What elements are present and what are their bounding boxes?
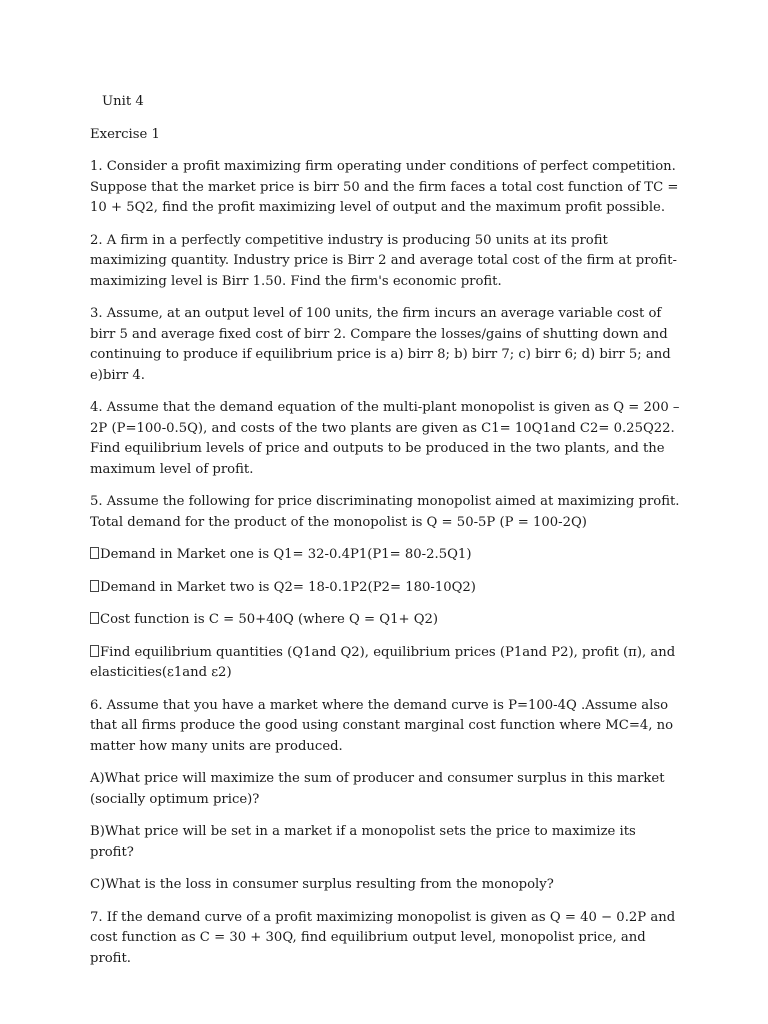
question-2: 2. A firm in a perfectly competitive industry is producing 50 units at its profit maximizing quantity. Industry price is Birr 2 and average total cost of the firm at profit-maximizing level is Birr 1.50. Find the firm's economic profit.: [90, 232, 677, 289]
question-6-part-c: C)What is the loss in consumer surplus resulting from the monopoly?: [90, 877, 554, 892]
question-5-bullet-4: [90, 643, 680, 684]
question-5: 5. Assume the following for price discriminating monopolist aimed at maximizing profit. Total demand for the product of the monopolist is Q = 50-5P (P = 100-2Q): [90, 494, 680, 530]
missing-glyph-bullet-icon: [90, 547, 99, 559]
bullet-text: Demand in Market two is Q2= 18-0.1P2(P2= 180-10Q2): [100, 579, 476, 595]
document-page: [90, 92, 680, 981]
question-6-part-b: B)What price will be set in a market if a monopolist sets the price to maximize its profit?: [90, 824, 636, 860]
bullet-text: Find equilibrium quantities (Q1and Q2), equilibrium prices (P1and P2), profit (π), and elasticities(ε1and ε2): [90, 644, 676, 680]
missing-glyph-bullet-icon: [90, 645, 99, 657]
missing-glyph-bullet-icon: [90, 580, 99, 592]
question-5-bullet-1: [90, 545, 680, 566]
question-5-bullet-3: [90, 610, 680, 631]
exercise-title: Exercise 1: [90, 126, 160, 142]
question-1: 1. Consider a profit maximizing firm operating under conditions of perfect competition. Suppose that the market price is birr 50 and the firm faces a total cost function of TC = 10 + 5Q2, find the profit maximizing level of output and the maximum profit possible.: [90, 159, 679, 215]
missing-glyph-bullet-icon: [90, 612, 99, 624]
bullet-text: Cost function is C = 50+40Q (where Q = Q1+ Q2): [100, 612, 439, 627]
unit-title: Unit 4: [102, 94, 144, 109]
question-7: 7. If the demand curve of a profit maximizing monopolist is given as Q = 40 − 0.2P and cost function as C = 30 + 30Q, find equilibrium output level, monopolist price, and profit.: [90, 909, 676, 966]
question-6-part-a: A)What price will maximize the sum of producer and consumer surplus in this market (socially optimum price)?: [90, 771, 665, 807]
question-3: 3. Assume, at an output level of 100 units, the firm incurs an average variable cost of birr 5 and average fixed cost of birr 2. Compare the losses/gains of shutting down and continuing to produce if equilibrium price is a) birr 8; b) birr 7; c) birr 6; d) birr 5; and e)birr 4.: [90, 306, 671, 383]
question-5-bullet-2: [90, 578, 680, 599]
bullet-text: Demand in Market one is Q1= 32-0.4P1(P1= 80-2.5Q1): [100, 547, 472, 562]
question-4: 4. Assume that the demand equation of the multi-plant monopolist is given as Q = 200 –2P (P=100-0.5Q), and costs of the two plants are given as C1= 10Q1and C2= 0.25Q22. Find equilibrium levels of price and outputs to be produced in the two plants, and the maximum level of profit.: [90, 400, 680, 477]
question-6: 6. Assume that you have a market where the demand curve is P=100-4Q .Assume also that all firms produce the good using constant marginal cost function where MC=4, no matter how many units are produced.: [90, 697, 674, 754]
